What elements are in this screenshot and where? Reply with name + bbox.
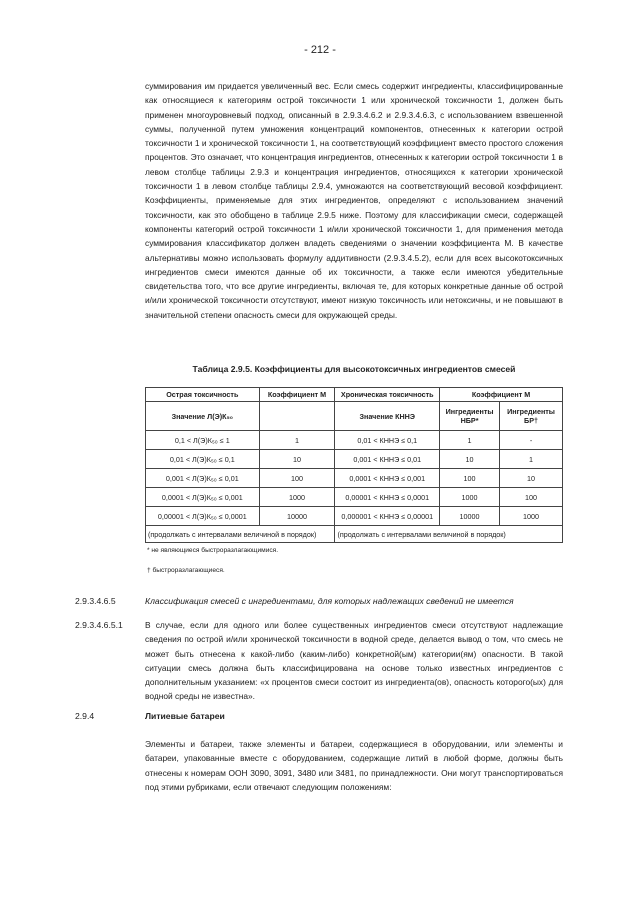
- cell-m: 10000: [259, 507, 335, 526]
- table-row: [146, 469, 563, 488]
- cell-chronic: 0,001 < КННЭ ≤ 0,01: [335, 450, 440, 469]
- cell-acute: 0,001 < Л(Э)К₅₀ ≤ 0,01: [146, 469, 260, 488]
- cell-rd: 10: [500, 469, 563, 488]
- subheader-chronic-value: Значение КННЭ: [335, 402, 440, 431]
- cell-nrd: 1000: [440, 488, 500, 507]
- header-factor-m: Коэффициент M: [259, 388, 335, 402]
- subheader-rd: Ингредиенты БР†: [500, 402, 563, 431]
- cell-chronic: 0,01 < КННЭ ≤ 0,1: [335, 431, 440, 450]
- table-row: [146, 450, 563, 469]
- factors-table: [145, 387, 563, 543]
- cell-rd: 100: [500, 488, 563, 507]
- section-number: 2.9.3.4.6.5.1: [75, 620, 123, 630]
- section-title: Литиевые батареи: [145, 711, 225, 721]
- table-row: [146, 507, 563, 526]
- cell-m: 100: [259, 469, 335, 488]
- cell-chronic: 0,0001 < КННЭ ≤ 0,001: [335, 469, 440, 488]
- footnote-nrd: * не являющиеся быстроразлагающимися.: [147, 547, 279, 554]
- footer-left: (продолжать с интервалами величиной в порядок): [146, 526, 335, 543]
- subheader-nrd: Ингредиенты НБР*: [440, 402, 500, 431]
- section-paragraph: В случае, если для одного или более существенных ингредиентов смеси отсутствуют надлежащие сведения по острой и/или хронической токсичности в водной среде, делается вывод о том, что смесь не может быть отнесена к какой-либо (каким-либо) конкретной(ым) категории(ям) опасности. В такой ситуации смесь должна быть классифицирована на основе только известных ингредиентов с дополнительным указанием: «х процентов смеси состоит из ингредиента(ов), опасность которого(ых) для водной среды не известна».: [145, 620, 563, 702]
- footnote-rd: † быстроразлагающиеся.: [147, 567, 225, 574]
- page-number: - 212 -: [304, 44, 336, 56]
- cell-rd: -: [500, 431, 563, 450]
- section-title: Классификация смесей с ингредиентами, для которых надлежащих сведений не имеется: [145, 596, 514, 606]
- footer-right: (продолжать с интервалами величиной в порядок): [335, 526, 563, 543]
- cell-acute: 0,01 < Л(Э)К₅₀ ≤ 0,1: [146, 450, 260, 469]
- cell-acute: 0,00001 < Л(Э)К₅₀ ≤ 0,0001: [146, 507, 260, 526]
- cell-acute: 0,0001 < Л(Э)К₅₀ ≤ 0,001: [146, 488, 260, 507]
- cell-rd: 1000: [500, 507, 563, 526]
- cell-m: 10: [259, 450, 335, 469]
- cell-nrd: 100: [440, 469, 500, 488]
- cell-m: 1000: [259, 488, 335, 507]
- section-number: 2.9.3.4.6.5: [75, 596, 116, 606]
- cell-nrd: 1: [440, 431, 500, 450]
- cell-acute: 0,1 < Л(Э)К₅₀ ≤ 1: [146, 431, 260, 450]
- cell-rd: 1: [500, 450, 563, 469]
- subheader-acute-value: Значение Л(Э)К₅₀: [146, 402, 260, 431]
- header-factor-m2: Коэффициент M: [440, 388, 563, 402]
- table-title: Таблица 2.9.5. Коэффициенты для высокотоксичных ингредиентов смесей: [192, 364, 516, 374]
- cell-nrd: 10000: [440, 507, 500, 526]
- section-number: 2.9.4: [75, 711, 95, 721]
- cell-chronic: 0,00001 < КННЭ ≤ 0,0001: [335, 488, 440, 507]
- header-chronic: Хроническая токсичность: [335, 388, 440, 402]
- cell-m: 1: [259, 431, 335, 450]
- cell-chronic: 0,000001 < КННЭ ≤ 0,00001: [335, 507, 440, 526]
- cell-nrd: 10: [440, 450, 500, 469]
- intro-paragraph: суммирования им придается увеличенный вес. Если смесь содержит ингредиенты, классифицированные как относящиеся к категориям острой токсичности 1 или хронической токсичности 1, должен быть применен многоуровневый подход, описанный в 2.9.3.4.6.2 и 2.9.3.4.6.3, с использованием взвешенной суммы, полученной путем умножения концентраций компонентов, отнесенных к категории острой токсичности 1 и хронической токсичности 1, на соответствующий коэффициент вместо простого сложения процентов. Это означает, что концентрация ингредиентов, отнесенных к категории острой токсичности 1 в левом столбце таблицы 2.9.3 и концентрация ингредиентов, относящихся к категории хронической токсичности 1 в левом столбце таблицы 2.9.4, умножаются на соответствующий весовой коэффициент. Коэффициенты, применяемые для этих ингредиентов, определяют с использованием значений токсичности, как это обобщено в таблице 2.9.5 ниже. Поэтому для классификации смеси, содержащей компоненты категорий острой токсичности 1 и/или хронической токсичности 1, для применения метода суммирования классификатор должен владеть сведениями о значении коэффициента M. В качестве альтернативы можно использовать формулу аддитивности (2.9.3.4.5.2), если для всех высокотоксичных ингредиентов смеси имеются данные об их токсичности, а также если имеются убедительные свидетельства того, что все другие ингредиенты, включая те, для которых конкретные данные об острой и/или хронической токсичности отсутствуют, имеют низкую токсичность или нетоксичны, и не повышают в значительной степени опасность смеси для окружающей среды.: [145, 81, 563, 320]
- header-acute: Острая токсичность: [146, 388, 260, 402]
- table-row: [146, 431, 563, 450]
- table-row: [146, 488, 563, 507]
- subheader-empty: [259, 402, 335, 431]
- final-paragraph: Элементы и батареи, также элементы и батареи, содержащиеся в оборудовании, или элементы и батареи, упакованные вместе с оборудованием, содержащие литий в любой форме, должны быть отнесены к номерам ООН 3090, 3091, 3480 или 3481, по принадлежности. Они могут транспортироваться под этими рубриками, если отвечают следующим положениям:: [145, 739, 563, 792]
